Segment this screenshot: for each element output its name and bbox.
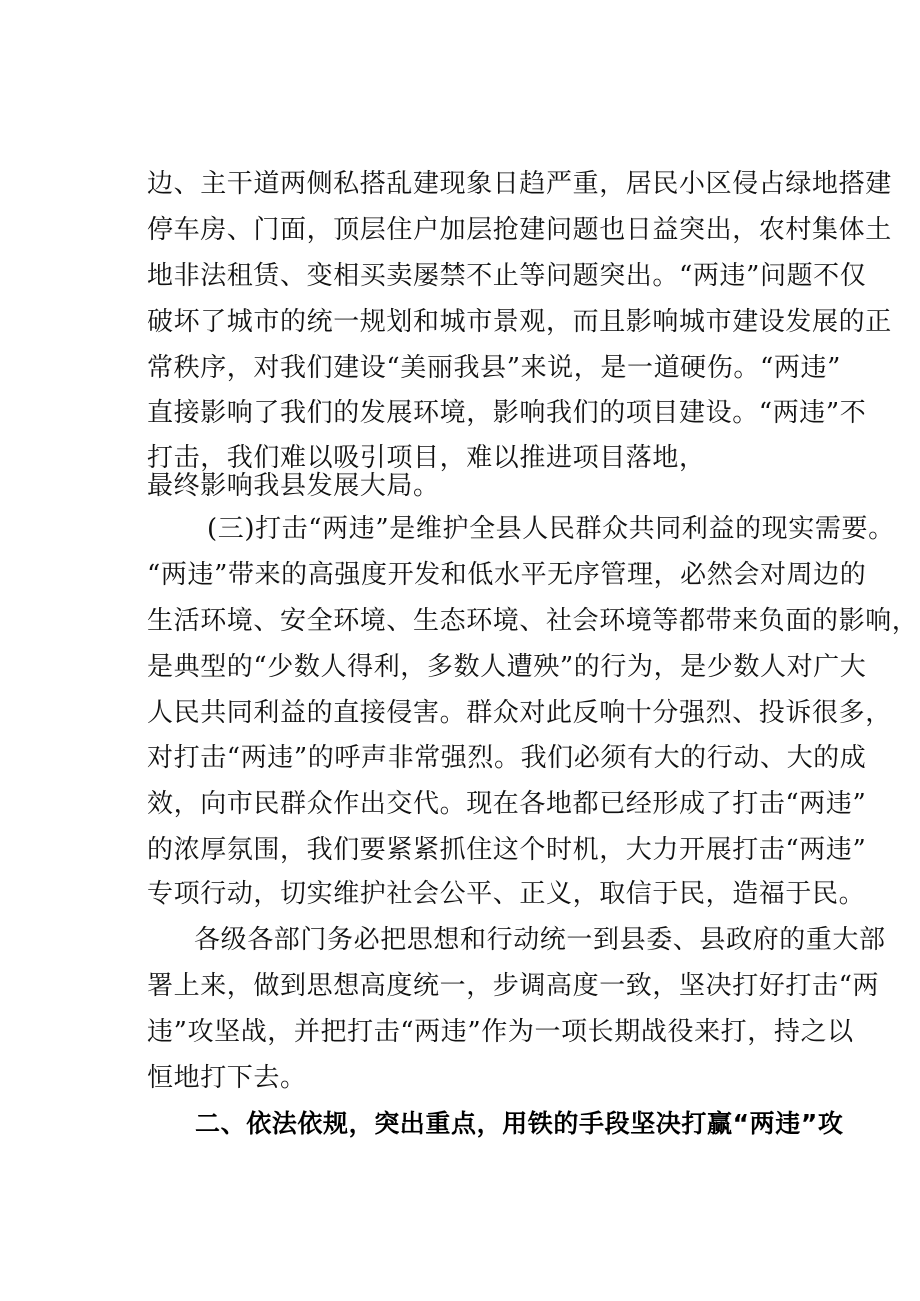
paragraph-line: 边、主干道两侧私搭乱建现象日趋严重，居民小区侵占绿地搭建 [147,169,892,199]
paragraph-line: 恒地打下去。 [147,1063,307,1093]
paragraph-line: 是典型的“少数人得利，多数人遭殃”的行为，是少数人对广大 [147,652,867,682]
paragraph-line: 对打击“两违”的呼声非常强烈。我们必须有大的行动、大的成 [147,743,867,773]
paragraph-line: 地非法租赁、变相买卖屡禁不止等问题突出。“两违”问题不仅 [147,261,867,291]
paragraph-line: 署上来，做到思想高度统一，步调高度一致，坚决打好打击“两 [147,971,880,1001]
paragraph-line: 破坏了城市的统一规划和城市景观，而且影响城市建设发展的正 [147,307,892,337]
paragraph-line: 打击，我们难以吸引项目，难以推进项目落地， [147,443,706,473]
paragraph-line: 的浓厚氛围，我们要紧紧抓住这个时机，大力开展打击“两违” [147,835,867,865]
paragraph-line: 生活环境、安全环境、生态环境、社会环境等都带来负面的影响， [147,606,919,636]
paragraph-line: (三)打击“两违”是维护全县人民群众共同利益的现实需要。 [207,514,895,544]
paragraph-line: 违”攻坚战，并把打击“两违”作为一项长期战役来打，持之以 [147,1017,854,1047]
paragraph-line: “两违”带来的高强度开发和低水平无序管理，必然会对周边的 [147,560,867,590]
paragraph-line: 专项行动，切实维护社会公平、正义，取信于民，造福于民。 [147,879,866,909]
paragraph-line: 直接影响了我们的发展环境，影响我们的项目建设。“两违”不 [147,398,867,428]
section-heading: 二、依法依规，突出重点，用铁的手段坚决打赢“两违”攻 [195,1109,844,1138]
paragraph-line: 停车房、门面，顶层住户加层抢建问题也日益突出，农村集体土 [147,215,892,245]
paragraph-line: 各级各部门务必把思想和行动统一到县委、县政府的重大部 [194,925,886,955]
paragraph-line: 人民共同利益的直接侵害。群众对此反响十分强烈、投诉很多， [147,698,892,728]
paragraph-line: 常秩序，对我们建设“美丽我县”来说，是一道硬伤。“两违” [147,353,841,383]
paragraph-line: 效，向市民群众作出交代。现在各地都已经形成了打击“两违” [147,789,867,819]
paragraph-line: 最终影响我县发展大局。 [147,471,440,501]
